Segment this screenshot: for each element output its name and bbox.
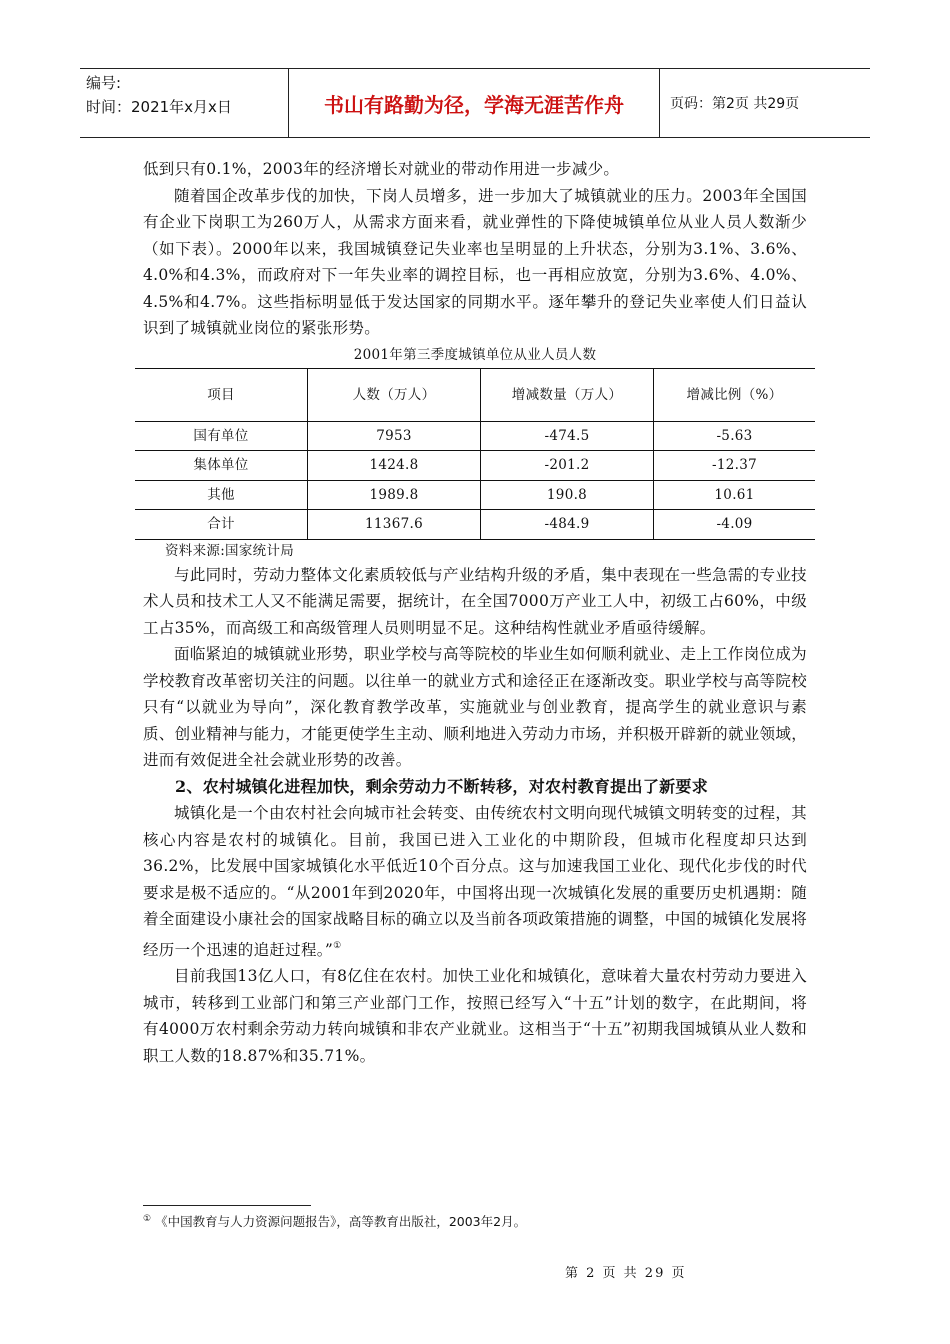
column-header: 增减比例（%）: [654, 368, 816, 421]
employment-table: [135, 368, 815, 540]
table-cell: 合计: [135, 510, 308, 540]
paragraph: 随着国企改革步伐的加快，下岗人员增多，进一步加大了城镇就业的压力。2003年全国国有企业下岗职工为260万人，从需求方面来看，就业弹性的下降使城镇单位从业人员人数渐少（如下表）。2000年以来，我国城镇登记失业率也呈明显的上升状态，分别为3.1%、3.6%、4.0%和4.3%，而政府对下一年失业率的调控目标，也一再相应放宽，分别为3.6%、4.0%、4.5%和4.7%。这些指标明显低于发达国家的同期水平。逐年攀升的登记失业率使人们日益认识到了城镇就业岗位的紧张形势。: [143, 186, 807, 337]
table-cell: 国有单位: [135, 421, 308, 451]
table-cell: 1989.8: [308, 480, 481, 510]
table-cell: 190.8: [481, 480, 654, 510]
table-cell: -4.09: [654, 510, 816, 540]
document-body: [143, 156, 807, 1069]
table-cell: 7953: [308, 421, 481, 451]
footnote-ref[interactable]: ①: [333, 940, 342, 951]
table-cell: -5.63: [654, 421, 816, 451]
table-cell: 11367.6: [308, 510, 481, 540]
table-cell: -12.37: [654, 451, 816, 481]
table-cell: 其他: [135, 480, 308, 510]
section-heading: 2、农村城镇化进程加快，剩余劳动力不断转移，对农村教育提出了新要求: [175, 776, 709, 796]
table-cell: 1424.8: [308, 451, 481, 481]
footnote: [143, 1212, 526, 1230]
number-label: 编号:: [86, 74, 122, 92]
column-header: 增减数量（万人）: [481, 368, 654, 421]
table-title: 2001年第三季度城镇单位从业人员人数: [353, 346, 597, 363]
paragraph: 与此同时，劳动力整体文化素质较低与产业结构升级的矛盾，集中表现在一些急需的专业技术人员和技术工人又不能满足需要，据统计，在全国7000万产业工人中，初级工占60%，中级工占35%，而高级工和高级管理人员则明显不足。这种结构性就业矛盾亟待缓解。: [143, 565, 807, 637]
table-row: [135, 421, 815, 451]
header-motto: 书山有路勤为径，学海无涯苦作舟: [288, 69, 660, 137]
paragraph: 面临紧迫的城镇就业形势，职业学校与高等院校的毕业生如何顺利就业、走上工作岗位成为学校教育改革密切关注的问题。以往单一的就业方式和途径正在逐渐改变。职业学校与高等院校只有“以就业为导向”，深化教育教学改革，实施就业与创业教育，提高学生的就业意识与素质、创业精神与能力，才能更使学生主动、顺利地进入劳动力市场，并积极开辟新的就业领域，进而有效促进全社会就业形势的改善。: [143, 645, 807, 769]
table-row: [135, 480, 815, 510]
header-meta: [80, 69, 288, 137]
page-header: [80, 68, 870, 138]
time-label: 时间：2021年x月x日: [86, 98, 232, 116]
footnote-mark: ①: [143, 1213, 152, 1224]
footnote-divider: [143, 1205, 311, 1206]
table-cell: -201.2: [481, 451, 654, 481]
table-cell: 集体单位: [135, 451, 308, 481]
table-cell: -474.5: [481, 421, 654, 451]
column-header: 人数（万人）: [308, 368, 481, 421]
column-header: 项目: [135, 368, 308, 421]
header-page-info: 页码：第2页 共29页: [670, 96, 800, 112]
table-row: [135, 510, 815, 540]
table-cell: -484.9: [481, 510, 654, 540]
paragraph-text: 城镇化是一个由农村社会向城市社会转变、由传统农村文明向现代城镇文明转变的过程，其核心内容是农村的城镇化。目前，我国已进入工业化的中期阶段，但城市化程度却只达到36.2%，比发展中国家城镇化水平低近10个百分点。这与加速我国工业化、现代化步伐的时代要求是极不适应的。“从2001年到2020年，中国将出现一次城镇化发展的重要历史机遇期：随着全面建设小康社会的国家战略目标的确立以及当前各项政策措施的调整，中国的城镇化发展将经历一个迅速的追赶过程。”: [143, 804, 807, 959]
paragraph: 低到只有0.1%，2003年的经济增长对就业的带动作用进一步减少。: [143, 160, 620, 178]
paragraph: [143, 800, 807, 963]
table-cell: 10.61: [654, 480, 816, 510]
footnote-text: 《中国教育与人力资源问题报告》，高等教育出版社，2003年2月。: [155, 1214, 527, 1229]
table-source: 资料来源:国家统计局: [165, 542, 295, 559]
table-row: [135, 451, 815, 481]
page-number: 第 2 页 共 29 页: [565, 1266, 687, 1281]
table-header-row: [135, 368, 815, 421]
paragraph: 目前我国13亿人口，有8亿住在农村。加快工业化和城镇化，意味着大量农村劳动力要进入城市，转移到工业部门和第三产业部门工作，按照已经写入“十五”计划的数字，在此期间，将有4000万农村剩余劳动力转向城镇和非农产业就业。这相当于“十五”初期我国城镇从业人数和职工人数的18.87%和35.71%。: [143, 967, 807, 1065]
